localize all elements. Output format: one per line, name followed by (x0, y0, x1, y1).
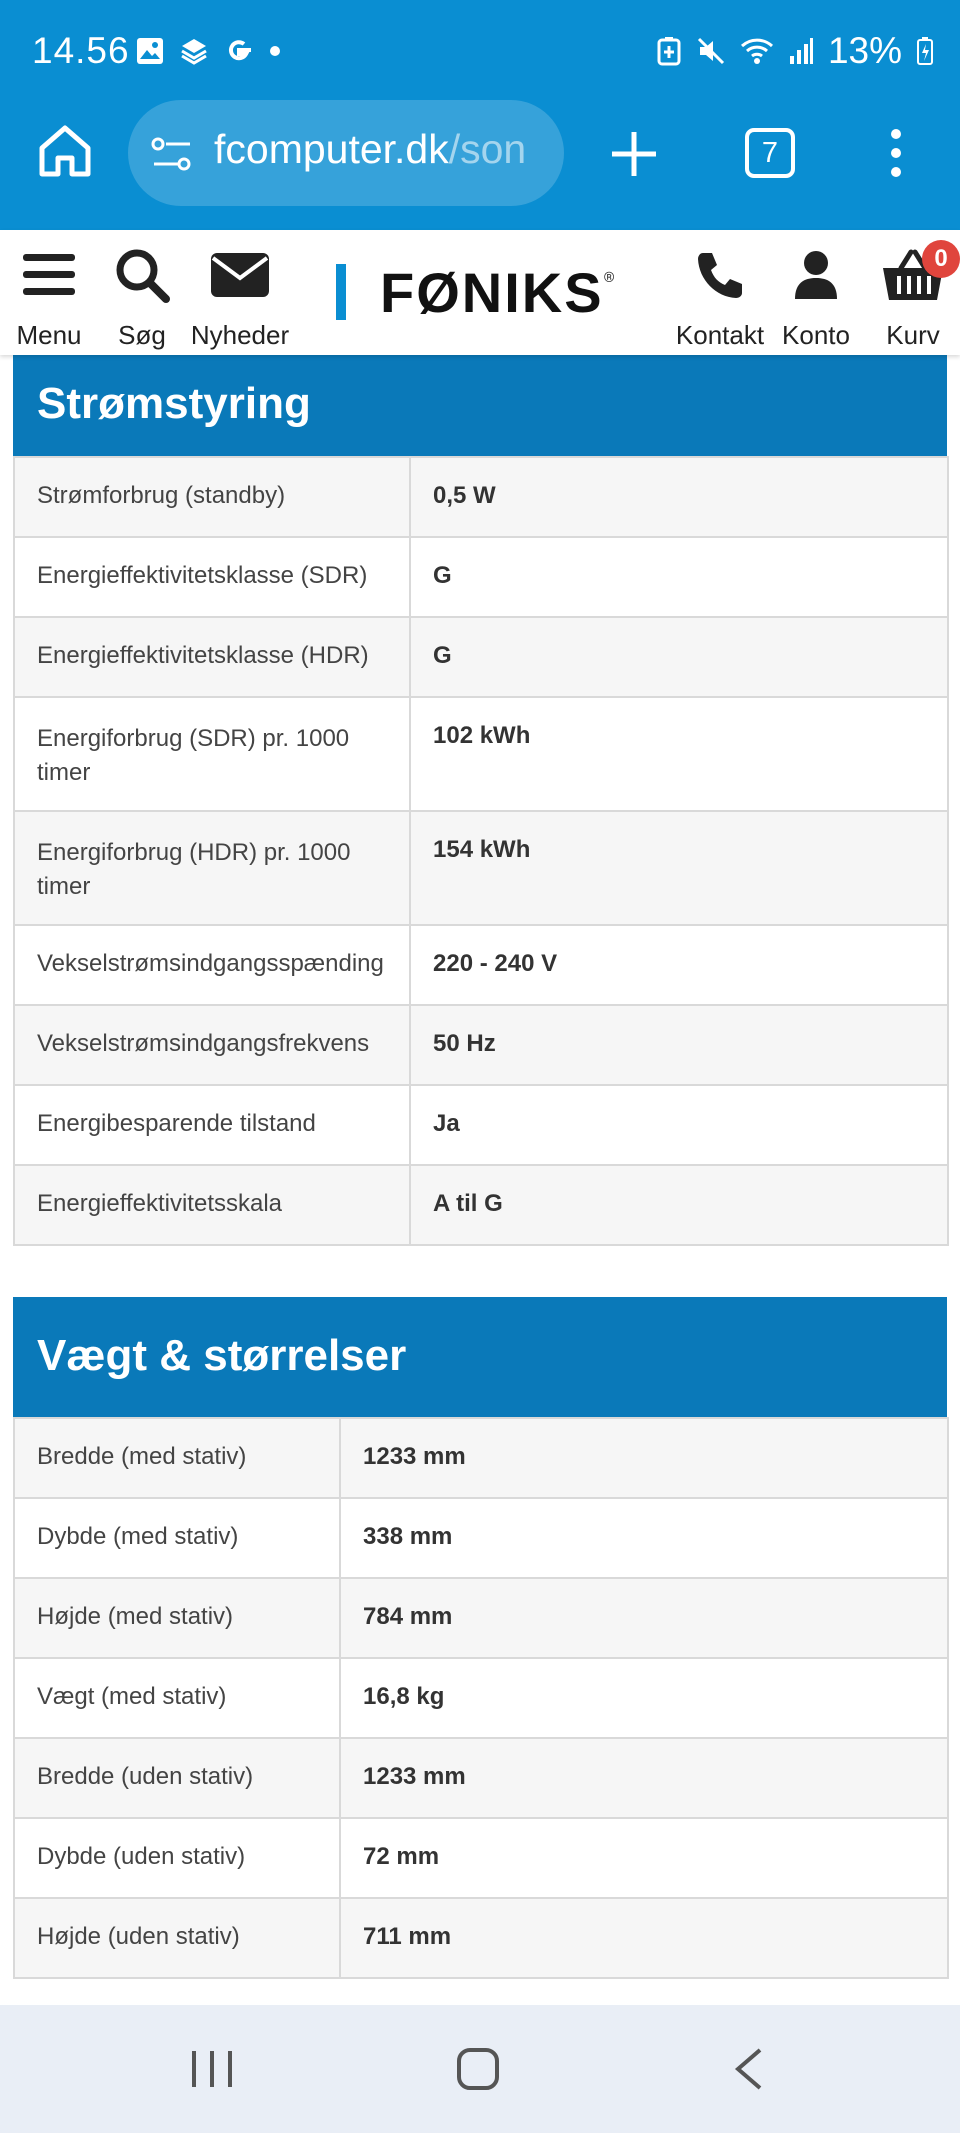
table-row (14, 537, 948, 617)
home-nav-icon[interactable] (456, 2047, 500, 2091)
table-row (14, 1658, 948, 1738)
spec-label: Energieffektivitetsklasse (HDR) (14, 617, 410, 697)
phone-icon (695, 250, 745, 300)
url-path: /son (448, 126, 527, 172)
spec-label: Energiforbrug (HDR) pr. 1000 timer (14, 811, 410, 925)
spec-value: 16,8 kg (340, 1658, 948, 1738)
spec-value: 711 mm (340, 1898, 948, 1978)
table-row (14, 617, 948, 697)
battery-saver-icon (656, 36, 682, 66)
registered-mark-icon: ® (603, 270, 615, 286)
url-text[interactable] (214, 126, 544, 182)
spec-value: 1233 mm (340, 1418, 948, 1498)
table-row (14, 1818, 948, 1898)
spec-label: Strømforbrug (standby) (14, 457, 410, 537)
nav-account-label: Konto (782, 320, 850, 350)
recent-apps-icon[interactable] (190, 2047, 234, 2091)
envelope-icon (210, 252, 270, 298)
dot-icon (268, 44, 282, 58)
spec-value: A til G (410, 1165, 948, 1245)
spec-label: Vekselstrømsindgangsspænding (14, 925, 410, 1005)
spec-label: Dybde (uden stativ) (14, 1818, 340, 1898)
nav-news-label: Nyheder (190, 320, 290, 350)
wifi-icon (740, 36, 774, 66)
nav-menu[interactable] (12, 244, 86, 351)
spec-value: 50 Hz (410, 1005, 948, 1085)
spec-label: Højde (uden stativ) (14, 1898, 340, 1978)
url-domain: fcomputer.dk (214, 126, 449, 172)
table-row (14, 1498, 948, 1578)
table-row (14, 1085, 948, 1165)
status-notification-icons (136, 36, 282, 66)
browser-chrome (0, 0, 960, 230)
section-title: Strømstyring (37, 379, 311, 428)
nav-menu-label: Menu (16, 320, 82, 350)
nav-contact-label: Kontakt (675, 320, 765, 350)
battery-icon (916, 36, 934, 66)
section-title: Vægt & størrelser (37, 1331, 407, 1380)
spec-label: Energiforbrug (SDR) pr. 1000 timer (14, 697, 410, 811)
home-icon[interactable] (34, 120, 96, 182)
status-bar (0, 0, 960, 105)
cart-count-badge: 0 (922, 240, 960, 278)
more-options-icon[interactable] (890, 128, 902, 178)
gallery-icon (136, 37, 164, 65)
spec-value: 0,5 W (410, 457, 948, 537)
mute-icon (696, 36, 726, 66)
back-icon[interactable] (732, 2047, 766, 2091)
spec-value: 1233 mm (340, 1738, 948, 1818)
tab-switcher-button[interactable]: 7 (745, 128, 795, 178)
section-header-power (13, 355, 947, 456)
spec-value: 220 - 240 V (410, 925, 948, 1005)
spec-table-dimensions (13, 1417, 949, 1979)
spec-label: Dybde (med stativ) (14, 1498, 340, 1578)
spec-label: Højde (med stativ) (14, 1578, 340, 1658)
user-icon (793, 250, 839, 300)
spec-label: Bredde (uden stativ) (14, 1738, 340, 1818)
logo-bar (336, 264, 346, 320)
spec-value: 784 mm (340, 1578, 948, 1658)
status-time: 14.56 (32, 30, 130, 71)
table-row (14, 1165, 948, 1245)
table-row (14, 1898, 948, 1978)
table-row (14, 1578, 948, 1658)
spec-label: Bredde (med stativ) (14, 1418, 340, 1498)
spec-label: Energieffektivitetsskala (14, 1165, 410, 1245)
nav-search[interactable] (112, 244, 172, 351)
search-icon (114, 247, 170, 303)
table-row (14, 1738, 948, 1818)
spec-value: Ja (410, 1085, 948, 1165)
signal-icon (788, 36, 814, 66)
table-row (14, 811, 948, 925)
battery-percent: 13% (827, 30, 902, 71)
spec-value: 338 mm (340, 1498, 948, 1578)
table-row (14, 1005, 948, 1085)
nav-cart-label: Kurv (886, 320, 940, 350)
table-row (14, 457, 948, 537)
system-navigation-bar (0, 2005, 960, 2133)
browser-toolbar (0, 98, 960, 210)
logo-text: FØNIKS (380, 260, 604, 324)
table-row (14, 925, 948, 1005)
site-settings-icon[interactable] (150, 134, 194, 174)
google-icon (224, 36, 254, 66)
table-row (14, 697, 948, 811)
spec-value: G (410, 537, 948, 617)
spec-value: 102 kWh (410, 697, 948, 811)
spec-table-power (13, 456, 949, 1246)
spec-value: 72 mm (340, 1818, 948, 1898)
spec-value: G (410, 617, 948, 697)
table-row (14, 1418, 948, 1498)
status-system-icons (656, 30, 934, 72)
spec-label: Vægt (med stativ) (14, 1658, 340, 1738)
spec-label: Energibesparende tilstand (14, 1085, 410, 1165)
spec-value: 154 kWh (410, 811, 948, 925)
nav-news[interactable] (188, 244, 292, 351)
site-logo[interactable] (336, 260, 615, 324)
nav-search-label: Søg (118, 320, 166, 350)
nav-account[interactable] (778, 244, 854, 351)
site-header (0, 230, 960, 355)
spec-label: Vekselstrømsindgangsfrekvens (14, 1005, 410, 1085)
nav-contact[interactable] (672, 244, 768, 351)
stack-icon (178, 36, 210, 66)
new-tab-icon[interactable] (608, 128, 660, 180)
spec-label: Energieffektivitetsklasse (SDR) (14, 537, 410, 617)
section-header-dimensions (13, 1297, 947, 1417)
hamburger-menu-icon (22, 252, 76, 298)
